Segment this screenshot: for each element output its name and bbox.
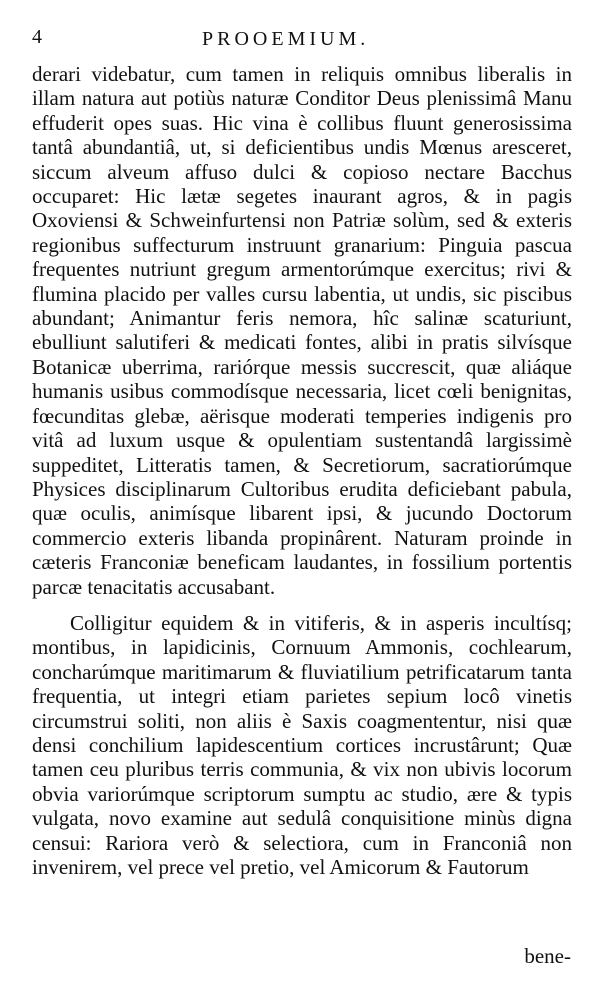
page-number: 4 (32, 26, 42, 48)
running-title: PROOEMIUM. (202, 28, 370, 50)
body-text (32, 62, 572, 879)
page-header (32, 26, 572, 56)
paragraph: derari videbatur, cum tamen in reliquis omnibus liberalis in illam natura aut potiùs naturæ Conditor Deus plenissimâ Manu effuderit opes suas. Hic vina è collibus fluunt generosissima tantâ abundantiâ, ut, si deficientibus undis Mœnus aresceret, siccum alveum affuso dulci & copioso nectare Bacchus occuparet: Hic lætæ segetes inaurant agros, & in pagis Oxoviensi & Schweinfurtensi non Patriæ solùm, sed & exteris regionibus suffecturum instruunt granarium: Pinguia pascua frequentes nutriunt gregum armentorúmque exercitus; rivi & flumina placido per valles cursu labentia, ut undis, sic piscibus abundant; Animantur feris nemora, hîc salinæ scaturiunt, ebulliunt salutiferi & medicati fontes, alibi in pratis silvísque Botanicæ uberrima, rariórque messis succrescit, quæ aliáque humanis usibus commodísque necessaria, licet cœli benignitas, fœcunditas glebæ, aërisque moderati temperies indigenis pro vitâ ad luxum usque & opulentiam sustentandâ largissimè suppeditet, Litteratis tamen, & Secretiorum, sacratiorúmque Physices disciplinarum Cultoribus erudita deficiebant pabula, quæ oculis, animísque libarent ipsi, & jucundo Doctorum commercio exteris libanda propinârent. Naturam proinde in cæteris Franconiæ beneficam laudantes, in fossilium portentis parcæ tenacitatis accusabant. (32, 62, 572, 599)
paragraph: Colligitur equidem & in vitiferis, & in asperis incultísq; montibus, in lapidicinis, Cornuum Ammonis, cochlearum, concharúmque maritimarum & fluviatilium petrificatarum tanta frequentia, ut integri etiam parietes sepium locô vinetis circumstrui soliti, non aliis è Saxis coagmententur, nisi quæ densi conchilium lapidescentium cortices incrustârunt; Quæ tamen ceu pluribus terris communia, & vix non ubivis locorum obvia variorúmque scriptorum sumptu ac studio, ære & typis vulgata, novo examine aut sedulâ conquisitione minùs digna censui: Rariora verò & selectiora, cum in Franconiâ non invenirem, vel prece vel pretio, vel Amicorum & Fautorum (32, 610, 572, 879)
catchword: bene- (524, 944, 571, 968)
